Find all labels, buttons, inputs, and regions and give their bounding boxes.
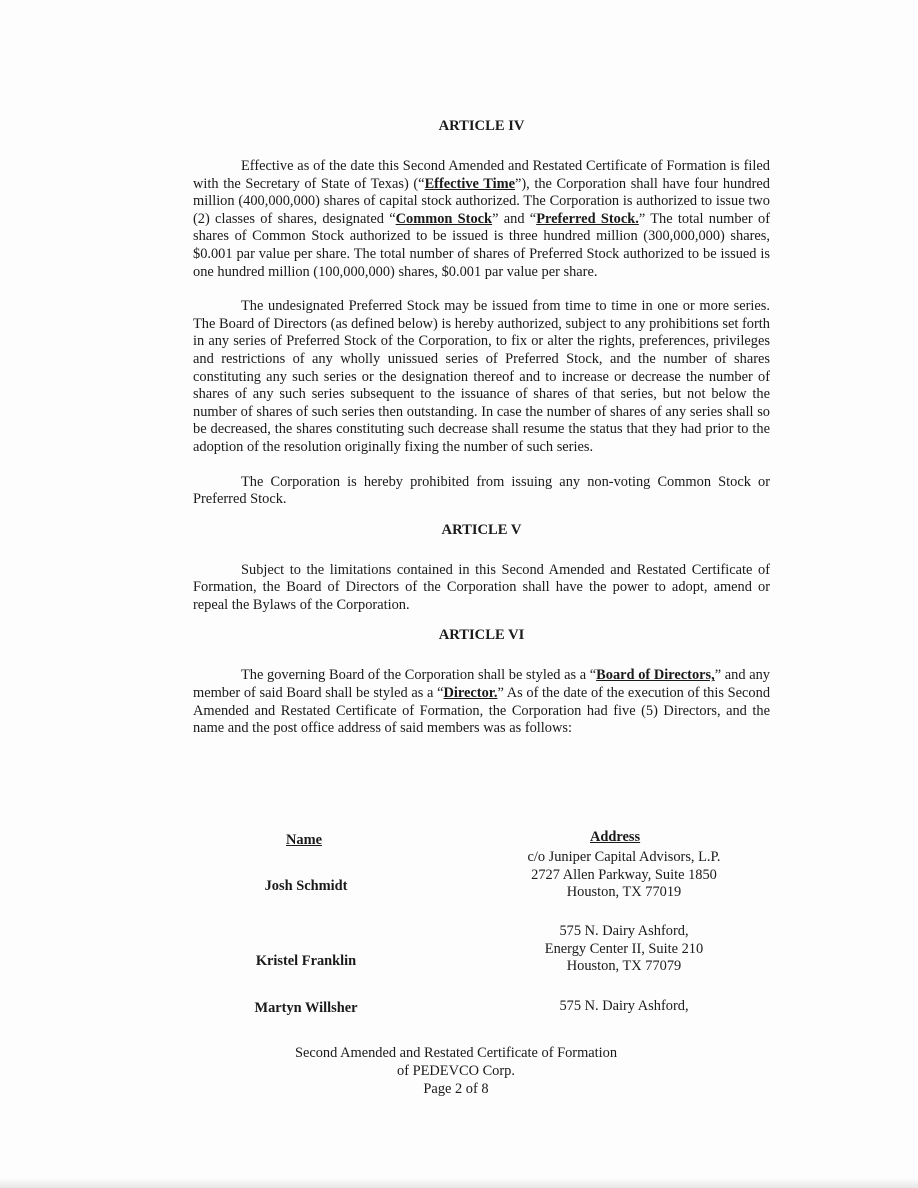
article-vi-paragraph-1 bbox=[193, 667, 770, 737]
article-iv-heading: ARTICLE IV bbox=[438, 118, 525, 134]
article-iv-paragraph-3: The Corporation is hereby prohibited from issuing any non-voting Common Stock or Preferred Stock. bbox=[193, 473, 770, 508]
article-iv-paragraph-1 bbox=[193, 158, 770, 281]
address-line: c/o Juniper Capital Advisors, L.P. bbox=[527, 849, 721, 865]
address-line: Houston, TX 77079 bbox=[566, 958, 682, 975]
article-vi-heading: ARTICLE VI bbox=[438, 627, 525, 644]
director-name: Martyn Willsher bbox=[254, 1000, 358, 1016]
director-address bbox=[493, 923, 755, 976]
address-column-header: Address bbox=[590, 829, 641, 845]
document-body bbox=[193, 118, 770, 738]
footer-document-title: Second Amended and Restated Certificate of Formation bbox=[294, 1045, 618, 1061]
director-name: Kristel Franklin bbox=[255, 953, 357, 969]
text-run: The governing Board of the Corporation shall be styled as a “ bbox=[241, 667, 597, 684]
text-run: ” and “ bbox=[492, 210, 537, 227]
text-run: Effective as of the date this Second Amended and Restated Certificate of Formation is filed with the Secretary of State of Texas) (“ bbox=[193, 158, 770, 192]
article-v-heading: ARTICLE V bbox=[441, 521, 522, 538]
address-line: 575 N. Dairy Ashford, bbox=[559, 998, 689, 1014]
footer-company: of PEDEVCO Corp. bbox=[397, 1063, 515, 1079]
address-line: Houston, TX 77019 bbox=[566, 884, 682, 901]
scan-edge bbox=[0, 1178, 918, 1188]
address-line: Energy Center II, Suite 210 bbox=[544, 940, 704, 957]
text-run: ”), the Corporation shall have four hundred million (400,000,000) shares of capital stock authorized. The Corporation is authorized to issue two (2) classes of shares, designated “ bbox=[193, 175, 770, 227]
text-run: ” The total number of shares of Common Stock authorized to be issued is three hundred million (300,000,000) shares, $0.001 par value per share. The total number of shares of Preferred Stock authorized to be issued is one hundred million (100,000,000) shares, $0.001 par value per share. bbox=[193, 210, 770, 280]
text-run: ” and any member of said Board shall be styled as a “ bbox=[193, 667, 770, 702]
defined-term-common-stock: Common Stock bbox=[395, 210, 493, 227]
defined-term-preferred-stock: Preferred Stock. bbox=[536, 210, 639, 227]
director-address bbox=[493, 849, 755, 902]
text-run: ” As of the date of the execution of this Second Amended and Restated Certificate of Formation, the Corporation had five (5) Directors, and the name and the post office address of said members was as follows: bbox=[193, 685, 771, 737]
defined-term-effective-time: Effective Time bbox=[424, 175, 515, 192]
address-line: 575 N. Dairy Ashford, bbox=[559, 923, 689, 939]
address-line: 2727 Allen Parkway, Suite 1850 bbox=[531, 866, 717, 883]
page-footer bbox=[250, 1044, 662, 1098]
name-column-header: Name bbox=[286, 832, 322, 848]
director-address bbox=[493, 998, 755, 1016]
footer-page-number: Page 2 of 8 bbox=[423, 1081, 489, 1097]
article-iv-paragraph-2: The undesignated Preferred Stock may be issued from time to time in one or more series. The Board of Directors (as defined below) is hereby authorized, subject to any prohibitions set forth in any series of Preferred Stock of the Corporation, to fix or alter the rights, preferences, privileges and restrictions of any wholly unissued series of Preferred Stock, and the number of shares constituting any such series or the designation thereof and to increase or decrease the number of shares of any such series subsequent to the issuance of shares of that series, but not below the number of shares of such series then outstanding. In case the number of shares of any series shall so be decreased, the shares constituting such decrease shall resume the status that they had prior to the adoption of the resolution originally fixing the number of such series. bbox=[193, 298, 770, 455]
defined-term-director: Director. bbox=[443, 685, 498, 702]
defined-term-board-of-directors: Board of Directors, bbox=[596, 667, 715, 684]
article-v-paragraph-1: Subject to the limitations contained in this Second Amended and Restated Certificate of Formation, the Board of Directors of the Corporation shall have the power to adopt, amend or repeal the Bylaws of the Corporation. bbox=[193, 561, 770, 613]
director-name: Josh Schmidt bbox=[264, 878, 348, 894]
